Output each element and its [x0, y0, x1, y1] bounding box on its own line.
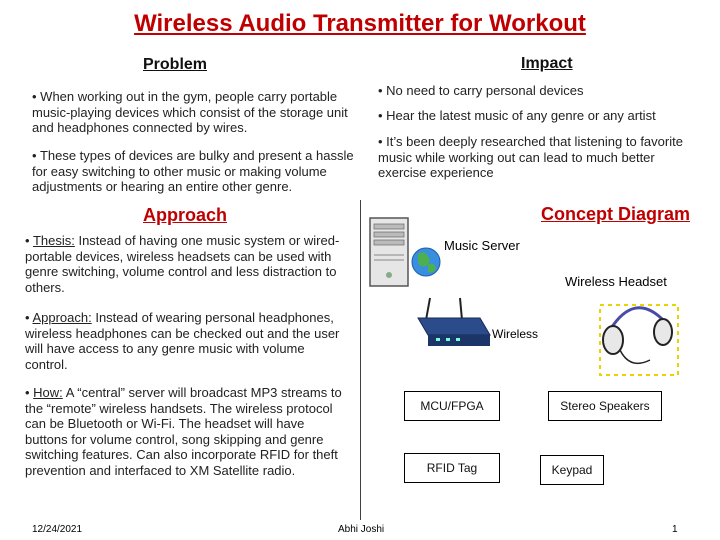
concept-diagram-heading: Concept Diagram	[541, 204, 691, 224]
page-number: 1	[672, 524, 678, 535]
music-server-label: Music Server	[444, 238, 520, 253]
approach-thesis: • Thesis: Instead of having one music system or wired-portable devices, wireless headsets can be used with genre switching, volume control and less distraction to others.	[25, 233, 340, 295]
globe-icon	[412, 248, 440, 276]
problem-heading: Problem	[143, 56, 208, 73]
footer-date: 12/24/2021	[32, 524, 83, 535]
stereo-speakers-box: Stereo Speakers	[548, 391, 662, 421]
headset-icon	[600, 305, 678, 375]
mcu-fpga-box: MCU/FPGA	[404, 391, 500, 421]
approach-heading: Approach	[143, 205, 228, 225]
impact-bullet-2: • Hear the latest music of any genre or any artist	[378, 108, 656, 123]
approach-how: • How: A “central” server will broadcast MP3 streams to the “remote” wireless handsets. The wireless protocol can be Bluetooth or Wi-Fi. The headset will have buttons for volume control, song skipping and genre switching features. Can also incorporate RFID for theft prevention and interfaced to XM Satellite radio.	[25, 385, 342, 478]
rfid-tag-box: RFID Tag	[404, 453, 500, 483]
impact-heading: Impact	[521, 55, 573, 72]
router-icon	[418, 298, 490, 346]
problem-bullet-1: • When working out in the gym, people carry portable music-playing devices which consist of the storage unit and headphones connected by wires.	[32, 89, 348, 135]
wireless-label: Wireless	[492, 327, 539, 341]
impact-bullet-3: • It’s been deeply researched that listening to favorite music while working out can lead to much better exercise experience	[378, 134, 683, 180]
server-icon	[370, 218, 408, 286]
keypad-box: Keypad	[540, 455, 604, 485]
footer-author: Abhi Joshi	[338, 524, 385, 535]
wireless-headset-label: Wireless Headset	[565, 274, 667, 289]
problem-bullet-2: • These types of devices are bulky and present a hassle for easy switching to other music or making volume adjustments or hearing an entire other genre.	[32, 148, 354, 194]
approach-approach: • Approach: Instead of wearing personal headphones, wireless headphones can be checked out and the user will have access to any genre music with volume control.	[25, 310, 340, 372]
impact-bullet-1: • No need to carry personal devices	[378, 83, 584, 98]
slide-title: Wireless Audio Transmitter for Workout	[134, 10, 586, 37]
